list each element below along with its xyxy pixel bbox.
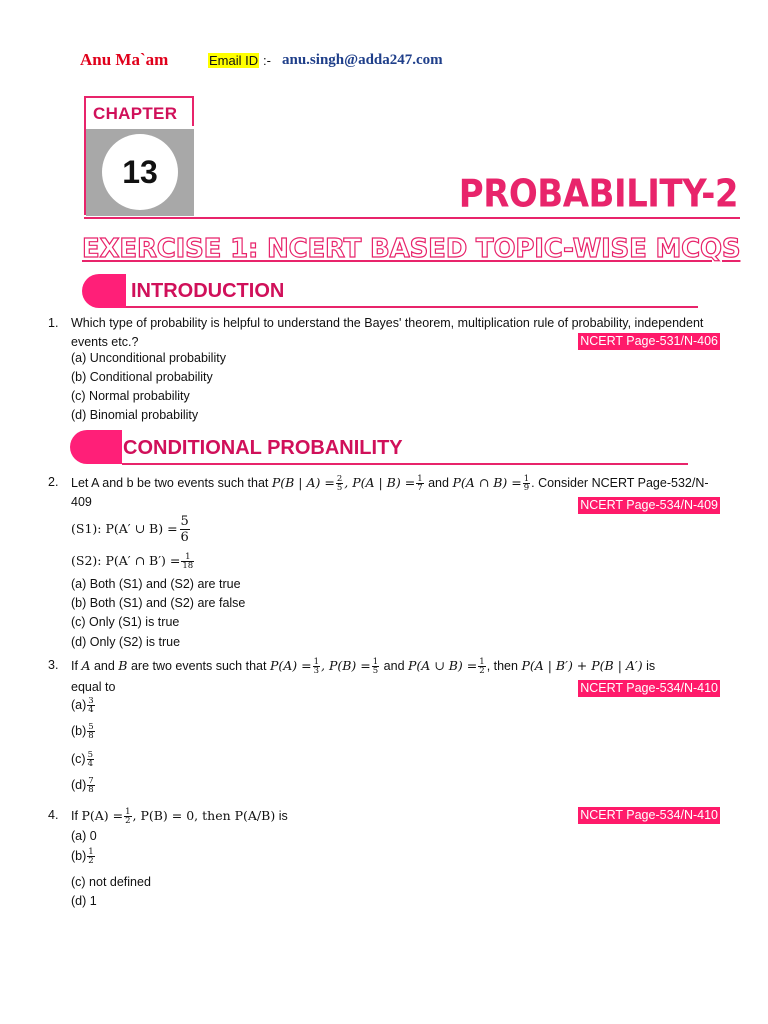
option-b: (b) $\frac{1}{2}$ [71, 847, 94, 866]
email-separator: :- [263, 53, 271, 68]
option-c: (c) not defined [71, 875, 151, 889]
chapter-border-top [84, 96, 194, 98]
fraction: $\frac{2}{5}$ [336, 474, 343, 494]
chapter-number: 13 [102, 134, 178, 210]
ncert-reference-tag: NCERT Page-534/N-409 [580, 498, 718, 512]
option-a: (a) $\frac{3}{4}$ [71, 696, 94, 715]
section-title-conditional: CONDITIONAL PROBANILITY [123, 437, 403, 459]
chapter-label: CHAPTER [93, 104, 178, 123]
section-divider-conditional [122, 463, 688, 465]
section-marker-introduction [82, 274, 126, 308]
option-c: (c) $\frac{5}{4}$ [71, 750, 93, 769]
fraction: $\frac{1}{2}$ [479, 657, 485, 677]
option-b: (b) Conditional probability [71, 370, 213, 384]
question-number: 2. [48, 475, 59, 489]
option-b: (b) $\frac{5}{8}$ [71, 722, 94, 741]
ncert-reference-tag: NCERT Page-534/N-410 [580, 808, 718, 822]
ncert-reference-tag: NCERT Page-534/N-410 [580, 681, 718, 695]
question-text: Let A and b be two events such that P(B | A) = $\frac{2}{5}$ , P(A | B) = $\frac{1}{7}$ and P(A ∩ B) = $\frac{1}{9}$ . Consider NCERT Page-532/N-409 [71, 474, 709, 509]
question-number: 4. [48, 808, 59, 822]
fraction: $\frac{5}{6}$ [180, 514, 189, 545]
fraction: $\frac{1}{9}$ [523, 474, 530, 494]
title-divider [84, 217, 740, 219]
author-name: Anu Ma`am [80, 50, 169, 69]
email-address: anu.singh@adda247.com [282, 52, 443, 68]
question-text: Which type of probability is helpful to understand the Bayes' theorem, multiplication rule of probability, independent events etc.? [71, 316, 704, 349]
page-title: PROBABILITY-2 [458, 172, 738, 217]
fraction: $\frac{1}{5}$ [372, 657, 379, 677]
fraction: $\frac{1}{2}$ [125, 807, 131, 827]
question-3-continuation: equal to [71, 680, 116, 694]
option-a: (a) 0 [71, 829, 97, 843]
exercise-heading: EXERCISE 1: NCERT BASED TOPIC-WISE MCQS [82, 234, 741, 264]
option-b: (b) Both (S1) and (S2) are false [71, 596, 246, 610]
email-label: Email ID [209, 53, 259, 68]
chapter-border-right [192, 96, 194, 126]
question-text: If A and B are two events such that P(A) = $\frac{1}{3}$ , P(B) = $\frac{1}{5}$ and P(A ∪ B) = $\frac{1}{2}$ , then P(A | B′) + P(B | A′) is [71, 657, 656, 677]
fraction: $\frac{5}{8}$ [88, 722, 94, 741]
section-title-introduction: INTRODUCTION [131, 280, 285, 302]
fraction: $\frac{1}{3}$ [313, 657, 320, 677]
statement-s2: (S2): P(A′ ∩ B′) = $\frac{1}{18}$ [71, 552, 194, 572]
option-d: (d) 1 [71, 894, 97, 908]
option-a: (a) Unconditional probability [71, 351, 226, 365]
fraction: $\frac{1}{18}$ [182, 552, 194, 572]
fraction: $\frac{1}{2}$ [88, 847, 94, 866]
statement-s1: (S1): P(A′ ∪ B) = $\frac{5}{6}$ [71, 514, 189, 545]
question-number: 1. [48, 316, 59, 330]
question-text: If P(A) = $\frac{1}{2}$ , P(B) = 0, then P(A/B) is [71, 807, 288, 827]
option-c: (c) Normal probability [71, 389, 190, 403]
fraction: $\frac{7}{8}$ [88, 776, 94, 795]
option-a: (a) Both (S1) and (S2) are true [71, 577, 241, 591]
question-number: 3. [48, 658, 59, 672]
fraction: $\frac{5}{4}$ [87, 750, 93, 769]
option-d: (d) Binomial probability [71, 408, 199, 422]
fraction: $\frac{1}{7}$ [417, 474, 423, 494]
option-d: (d) $\frac{7}{8}$ [71, 776, 94, 795]
fraction: $\frac{3}{4}$ [88, 696, 94, 715]
section-marker-conditional [70, 430, 122, 464]
section-divider-introduction [126, 306, 698, 308]
ncert-reference-tag: NCERT Page-531/N-406 [580, 334, 718, 348]
option-d: (d) Only (S2) is true [71, 635, 181, 649]
option-c: (c) Only (S1) is true [71, 615, 180, 629]
